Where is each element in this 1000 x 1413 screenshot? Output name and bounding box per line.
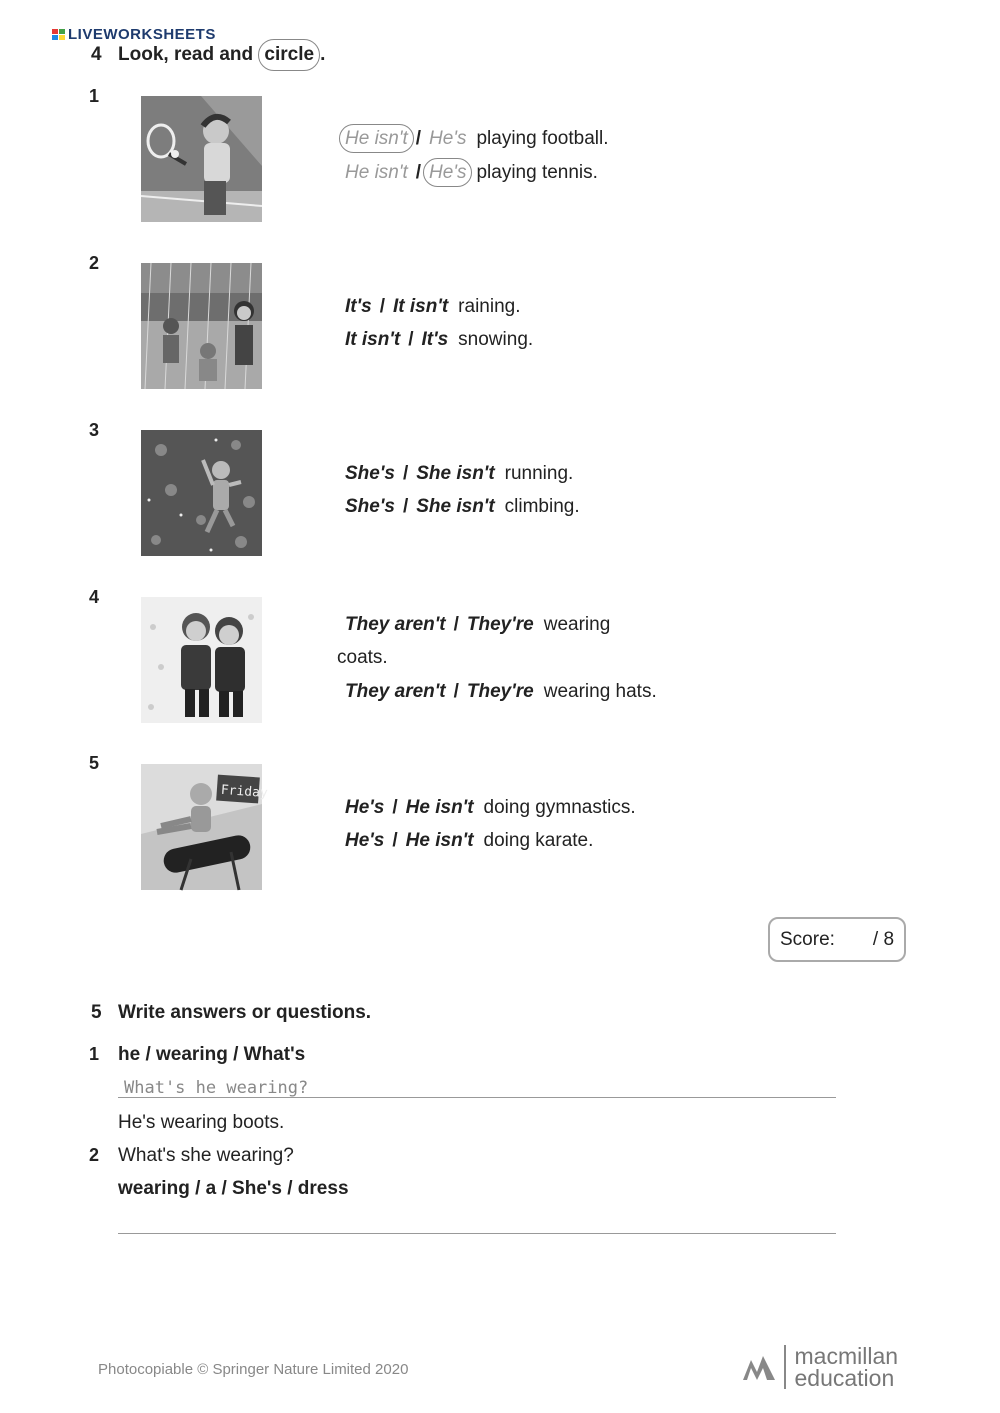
item1-sentence2: He isn't / He's playing tennis. xyxy=(345,162,598,184)
item2-line1-option1[interactable]: It's xyxy=(345,296,372,317)
item1-line1-option1[interactable]: He isn't xyxy=(339,124,414,153)
item4-sentence1-wrap: coats. xyxy=(337,647,388,668)
q1-answer[interactable]: What's he wearing? xyxy=(124,1078,309,1098)
girl-climbing-wall-image xyxy=(141,430,262,556)
friday-sign: Friday xyxy=(220,782,269,802)
item3-sentence2: She's / She isn't climbing. xyxy=(345,496,580,517)
item2-line1-option2[interactable]: It isn't xyxy=(392,296,449,317)
item3-line1-option2[interactable]: She isn't xyxy=(416,463,495,484)
item2-line1-rest: raining. xyxy=(458,296,521,317)
item3-line2-option2[interactable]: She isn't xyxy=(416,496,495,517)
score-label: Score: xyxy=(780,928,835,950)
macmillan-mark-icon xyxy=(743,1354,775,1380)
item4-sentence1: They aren't / They're wearing xyxy=(345,614,611,635)
score-box xyxy=(768,917,906,962)
children-in-snow-image xyxy=(141,597,262,723)
item1-line2-option2[interactable]: He's xyxy=(423,158,472,187)
section4-title-end: . xyxy=(320,44,326,65)
q1-number: 1 xyxy=(89,1044,100,1064)
item-number: 3 xyxy=(89,420,100,440)
item1-line1-rest: playing football. xyxy=(476,128,609,149)
item1-line2-option1[interactable]: He isn't xyxy=(345,162,408,183)
item5-line2-option1[interactable]: He's xyxy=(345,830,385,851)
brand-line2: education xyxy=(794,1365,895,1391)
item5-line1-rest: doing gymnastics. xyxy=(483,797,636,818)
section5-number: 5 xyxy=(91,1002,102,1023)
item-number: 5 xyxy=(89,753,100,773)
item3-line1-rest: running. xyxy=(504,463,574,484)
item4-line2-rest: wearing hats. xyxy=(543,681,657,702)
item4-line2-option2[interactable]: They're xyxy=(466,681,534,702)
section4-heading xyxy=(91,44,491,72)
item-number: 2 xyxy=(89,253,100,273)
children-in-rain-image xyxy=(141,263,262,389)
item-number: 4 xyxy=(89,587,100,607)
q1-given: He's wearing boots. xyxy=(118,1112,285,1133)
item2-line2-rest: snowing. xyxy=(458,329,534,350)
section4-title-circled: circle xyxy=(258,39,320,71)
item-number: 1 xyxy=(89,86,100,106)
q2-given: What's she wearing? xyxy=(118,1145,294,1166)
section5-heading xyxy=(91,1002,491,1028)
section4-title: Look, read and xyxy=(118,44,254,65)
item2-line2-option2[interactable]: It's xyxy=(421,329,449,350)
copyright-footer: Photocopiable © Springer Nature Limited 2020 xyxy=(98,1361,409,1378)
brand-line1: macmillan xyxy=(794,1343,899,1369)
item2-line2-option1[interactable]: It isn't xyxy=(345,329,401,350)
q1-prompt: he / wearing / What's xyxy=(118,1044,306,1065)
section4-number: 4 xyxy=(91,44,102,65)
boy-doing-gymnastics-image xyxy=(141,764,269,890)
item3-line2-option1[interactable]: She's xyxy=(345,496,395,517)
item4-sentence2: They aren't / They're wearing hats. xyxy=(345,681,657,702)
q2-answer-line xyxy=(118,1233,836,1234)
item1-line1-option2[interactable]: He's xyxy=(429,128,467,149)
logo-squares-icon xyxy=(52,29,65,40)
q1-answer-line xyxy=(118,1097,836,1098)
item5-line1-option2[interactable]: He isn't xyxy=(405,797,474,818)
logo-text: LIVEWORKSHEETS xyxy=(68,26,216,43)
item5-sentence1: He's / He isn't doing gymnastics. xyxy=(345,797,636,818)
item4-line2-option1[interactable]: They aren't xyxy=(345,681,446,702)
section5-title: Write answers or questions. xyxy=(118,1002,372,1023)
item2-sentence1: It's / It isn't raining. xyxy=(345,296,521,317)
item5-line2-option2[interactable]: He isn't xyxy=(405,830,474,851)
item5-sentence2: He's / He isn't doing karate. xyxy=(345,830,594,851)
macmillan-education-logo xyxy=(743,1345,898,1389)
item5-line1-option1[interactable]: He's xyxy=(345,797,385,818)
q2-number: 2 xyxy=(89,1145,100,1165)
item1-line2-rest: playing tennis. xyxy=(476,162,598,183)
item4-line1-option1[interactable]: They aren't xyxy=(345,614,446,635)
item4-line1-rest: wearing xyxy=(543,614,611,635)
item3-sentence1: She's / She isn't running. xyxy=(345,463,574,484)
item3-line1-option1[interactable]: She's xyxy=(345,463,395,484)
boy-playing-tennis-image xyxy=(141,96,262,222)
item2-sentence2: It isn't / It's snowing. xyxy=(345,329,534,350)
liveworksheets-logo xyxy=(52,26,216,43)
item5-line2-rest: doing karate. xyxy=(483,830,594,851)
item3-line2-rest: climbing. xyxy=(504,496,580,517)
item4-line1-option2[interactable]: They're xyxy=(466,614,534,635)
score-total: / 8 xyxy=(872,928,895,950)
item1-sentence1: He isn't / He's playing football. xyxy=(345,128,609,150)
q2-prompt: wearing / a / She's / dress xyxy=(118,1178,349,1199)
